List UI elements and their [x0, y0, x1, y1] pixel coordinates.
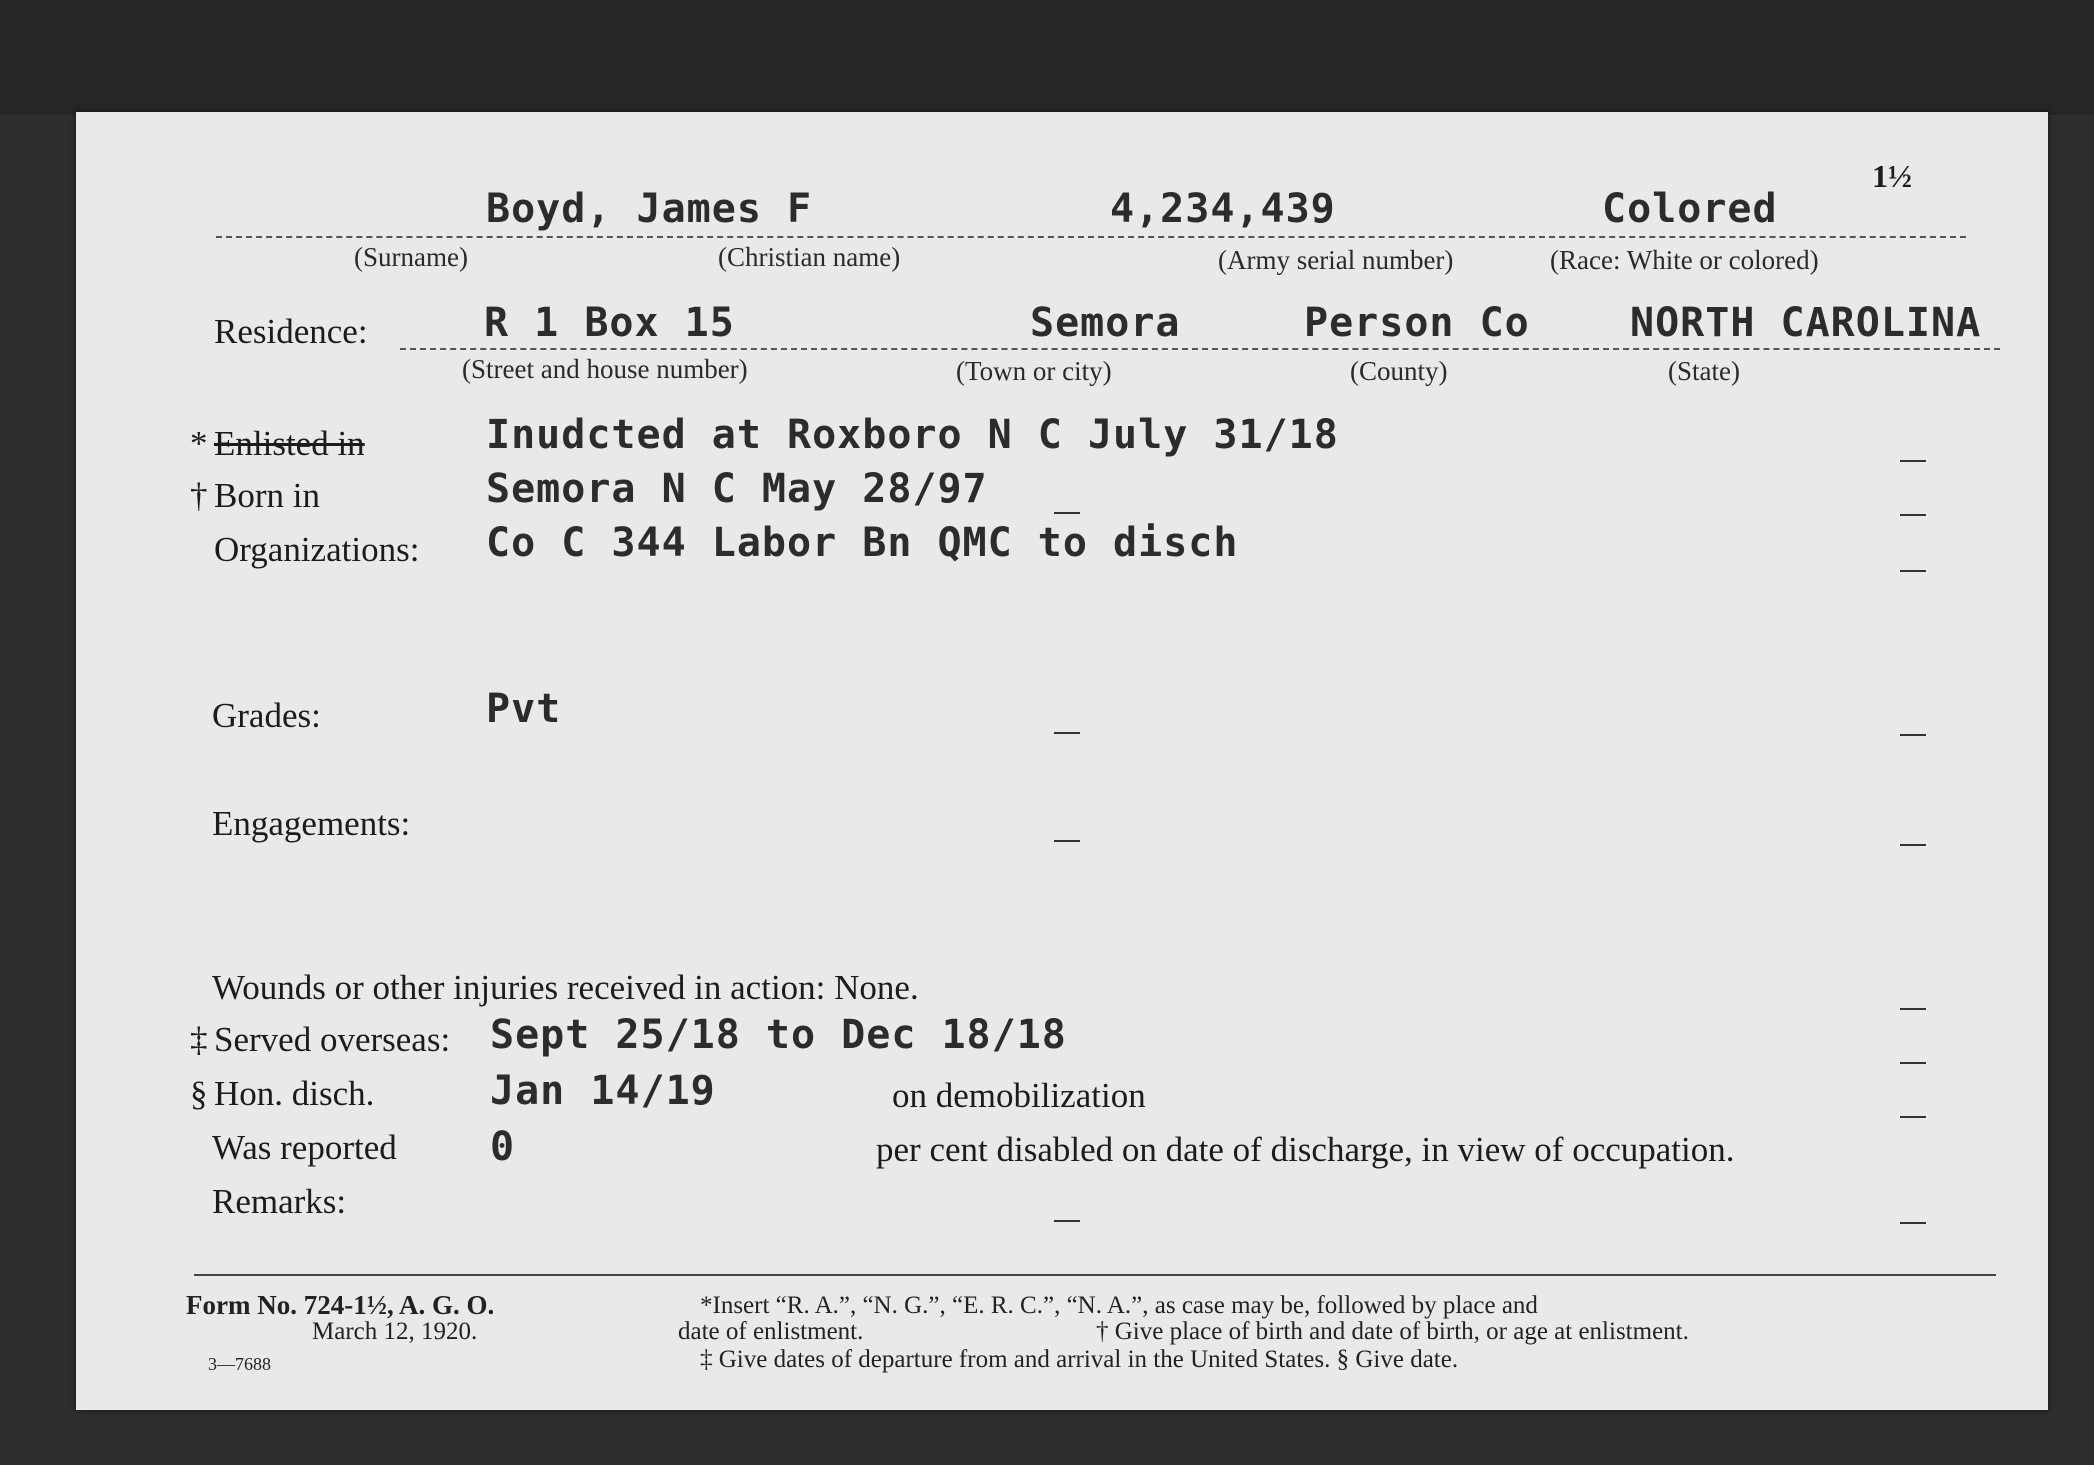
- overseas-value: Sept 25/18 to Dec 18/18: [490, 1012, 1067, 1058]
- reported-value: 0: [490, 1124, 516, 1170]
- margin-tick: [1054, 1220, 1080, 1222]
- footnote-overseas: ‡ Give dates of departure from and arrival in the United States. § Give date.: [700, 1346, 1459, 1373]
- margin-tick: [1900, 1062, 1926, 1064]
- discharge-value: Jan 14/19: [490, 1068, 716, 1114]
- margin-tick: [1054, 512, 1080, 514]
- service-record-card: [76, 112, 2048, 1410]
- margin-tick: [1900, 460, 1926, 462]
- street-value: R 1 Box 15: [484, 300, 735, 346]
- enlisted-label: Enlisted in: [214, 424, 365, 463]
- county-value: Person Co: [1304, 300, 1530, 346]
- serial-value: 4,234,439: [1110, 186, 1336, 232]
- street-caption: (Street and house number): [462, 354, 748, 384]
- born-mark: †: [190, 476, 208, 515]
- footnote-enlistment: *Insert “R. A.”, “N. G.”, “E. R. C.”, “N. A.”, as case may be, followed by place and: [700, 1292, 1538, 1319]
- margin-tick: [1900, 1116, 1926, 1118]
- discharge-mark: §: [190, 1074, 208, 1113]
- print-code: 3—7688: [208, 1354, 271, 1374]
- header-rule: [216, 236, 1966, 238]
- footnote-enlistment-cont: date of enlistment.: [678, 1318, 864, 1345]
- footer-rule: [194, 1274, 1996, 1276]
- wounds-text: Wounds or other injuries received in action: None.: [212, 968, 919, 1007]
- form-number: Form No. 724-1½, A. G. O.: [186, 1290, 495, 1320]
- state-caption: (State): [1668, 356, 1740, 386]
- christian-name-caption: (Christian name): [718, 242, 901, 272]
- enlisted-value: Inudcted at Roxboro N C July 31/18: [486, 412, 1339, 458]
- born-label: Born in: [214, 476, 320, 515]
- reported-note: per cent disabled on date of discharge, in view of occupation.: [876, 1130, 1735, 1169]
- race-value: Colored: [1602, 186, 1778, 232]
- discharge-label: Hon. disch.: [214, 1074, 375, 1113]
- surname-caption: (Surname): [354, 242, 468, 272]
- footnote-birth: † Give place of birth and date of birth, or age at enlistment.: [1096, 1318, 1689, 1345]
- name-value: Boyd, James F: [486, 186, 813, 232]
- organizations-label: Organizations:: [214, 530, 420, 569]
- remarks-label: Remarks:: [212, 1182, 347, 1221]
- margin-tick: [1900, 1222, 1926, 1224]
- margin-tick: [1900, 514, 1926, 516]
- margin-tick: [1900, 570, 1926, 572]
- born-value: Semora N C May 28/97: [486, 466, 988, 512]
- grades-value: Pvt: [486, 686, 562, 732]
- serial-caption: (Army serial number): [1218, 245, 1454, 275]
- margin-tick: [1900, 844, 1926, 846]
- scan-background: [0, 0, 2094, 115]
- race-caption: (Race: White or colored): [1550, 245, 1819, 275]
- form-date: March 12, 1920.: [312, 1318, 478, 1345]
- engagements-label: Engagements:: [212, 804, 411, 843]
- residence-label: Residence:: [214, 312, 368, 351]
- state-value: NORTH CAROLINA: [1630, 300, 1982, 346]
- discharge-note: on demobilization: [892, 1076, 1146, 1115]
- margin-tick: [1900, 734, 1926, 736]
- margin-tick: [1054, 732, 1080, 734]
- grades-label: Grades:: [212, 696, 321, 735]
- margin-tick: [1900, 1008, 1926, 1010]
- town-value: Semora: [1030, 300, 1181, 346]
- enlisted-mark: *: [190, 424, 208, 463]
- reported-label: Was reported: [212, 1128, 397, 1167]
- town-caption: (Town or city): [956, 356, 1112, 386]
- card-number: 1½: [1872, 158, 1912, 194]
- residence-rule: [400, 348, 2000, 350]
- margin-tick: [1054, 840, 1080, 842]
- overseas-label: Served overseas:: [214, 1020, 451, 1059]
- county-caption: (County): [1350, 356, 1448, 386]
- organizations-value: Co C 344 Labor Bn QMC to disch: [486, 520, 1239, 566]
- overseas-mark: ‡: [190, 1020, 208, 1059]
